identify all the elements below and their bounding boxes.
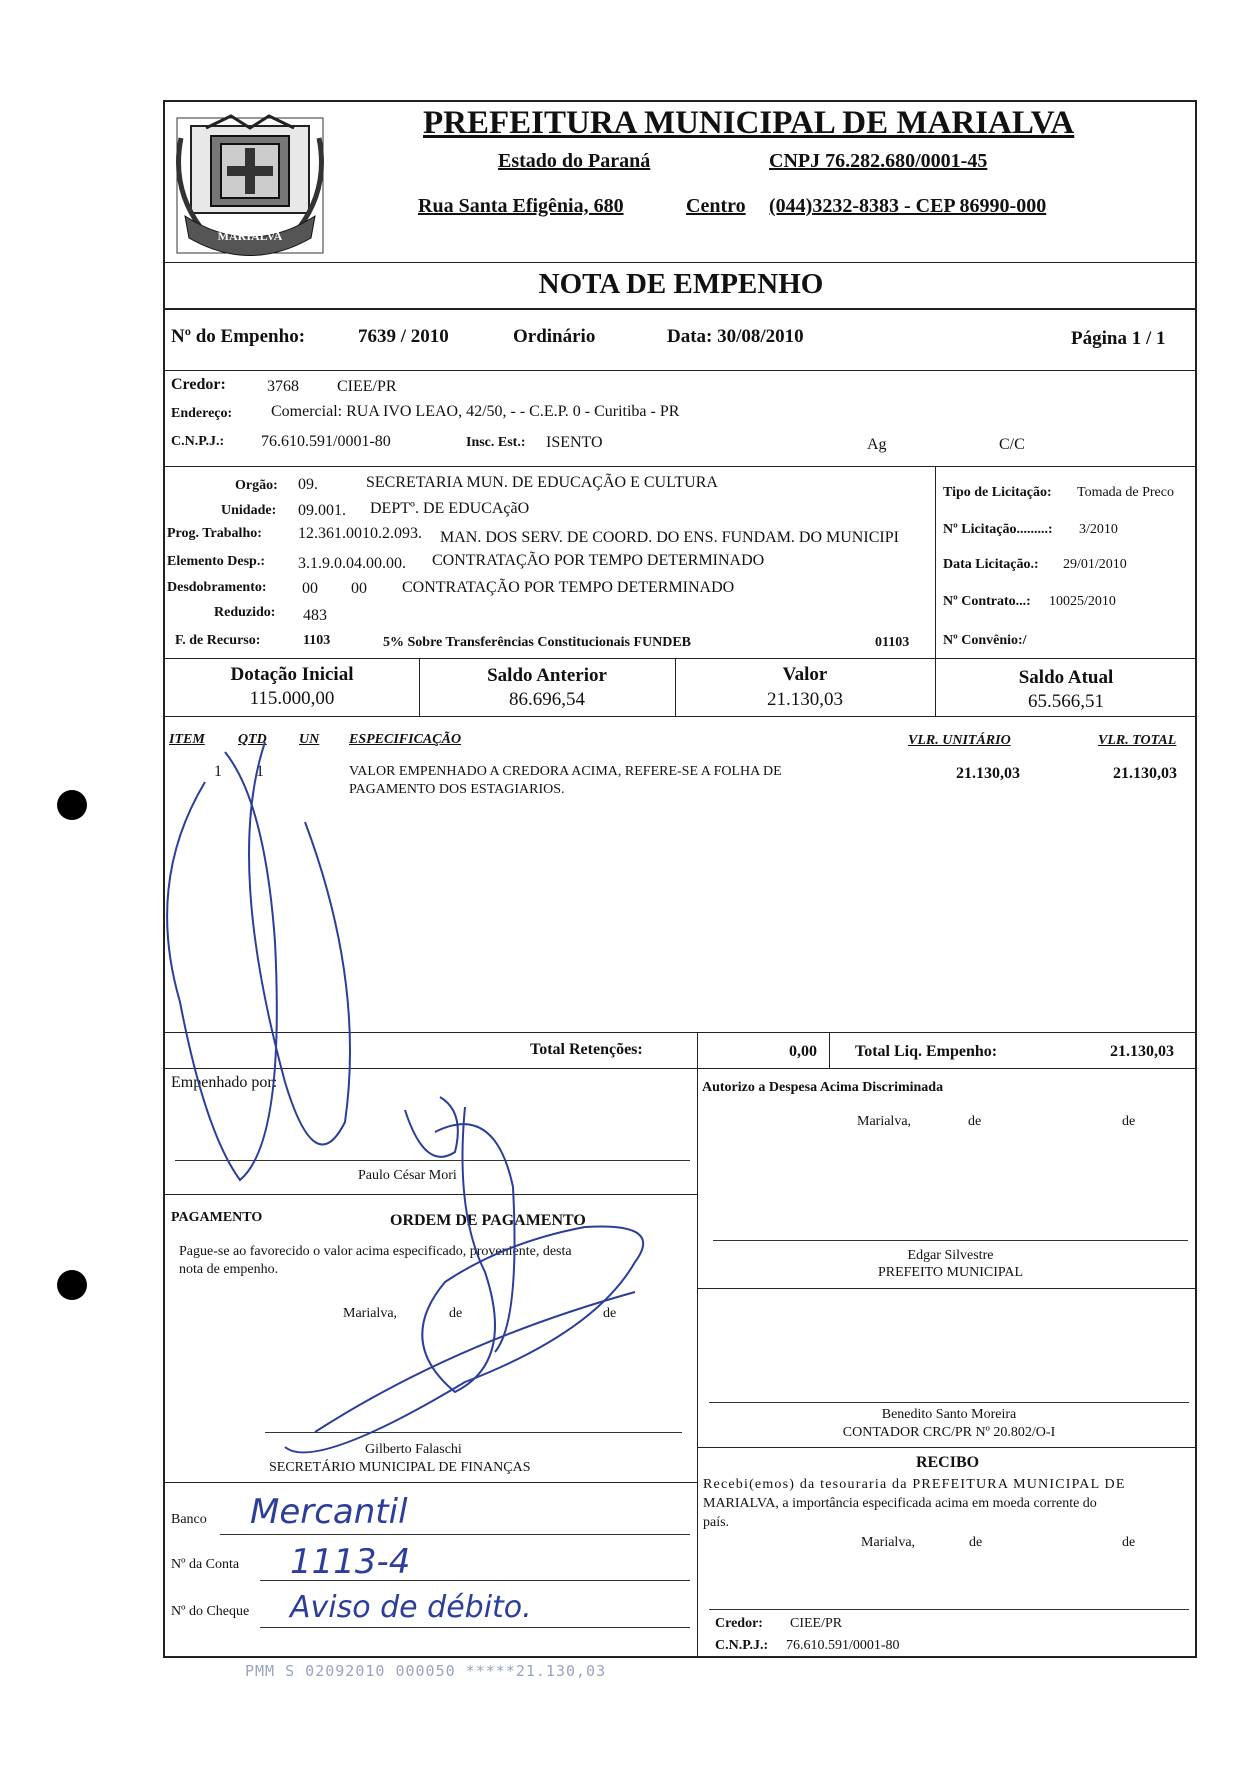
banco-handwritten: Mercantil [250,1492,408,1532]
licitacao-tipo: Tomada de Preco [1077,485,1174,500]
pagamento-de-2: de [603,1306,617,1321]
pagamento-label: PAGAMENTO [171,1210,263,1225]
recibo-text-line2: MARIALVA, a importância especificada acima em moeda corrente do [703,1496,1097,1511]
cheque-label: Nº do Cheque [171,1604,250,1619]
ordem-pagamento-label: ORDEM DE PAGAMENTO [390,1212,586,1229]
punch-hole-top [57,790,87,820]
col-header-especificacao: ESPECIFICAÇÃO [349,732,462,747]
mayor-name: Edgar Silvestre [907,1248,994,1263]
licitacao-numero: 3/2010 [1079,522,1118,537]
phone-cep-label: (044)3232-8383 - CEP 86990-000 [769,195,1047,217]
empenho-number: 7639 / 2010 [358,326,449,347]
pagamento-signer-title: SECRETÁRIO MUNICIPAL DE FINANÇAS [269,1460,531,1475]
licitacao-data-label: Data Licitação.: [943,557,1039,572]
contrato-value: 10025/2010 [1049,594,1116,609]
empenhado-por-label: Empenhado por: [171,1074,278,1091]
total-retencoes-value: 0,00 [789,1043,817,1060]
licitacao-numero-label: Nº Licitação.........: [943,522,1053,537]
item-qtd: 1 [256,763,264,780]
conta-handwritten: 1113-4 [290,1542,411,1582]
recibo-cnpj-label: C.N.P.J.: [715,1638,769,1653]
conta-label: Nº da Conta [171,1557,240,1572]
municipality-title: PREFEITURA MUNICIPAL DE MARIALVA [423,105,1075,141]
recibo-credor: CIEE/PR [790,1616,843,1631]
item-description-line2: PAGAMENTO DOS ESTAGIARIOS. [349,782,565,797]
cheque-handwritten: Aviso de débito. [290,1590,532,1625]
cnpj-header: CNPJ 76.282.680/0001-45 [769,150,988,172]
desdobramento-code-1: 00 [302,580,318,597]
licitacao-tipo-label: Tipo de Licitação: [943,485,1052,500]
credor-code: 3768 [267,378,299,395]
insc-est-label: Insc. Est.: [466,435,526,450]
document-title: NOTA DE EMPENHO [538,268,824,300]
banco-label: Banco [171,1512,207,1527]
dotacao-value: 115.000,00 [249,688,335,709]
item-total-value: 21.130,03 [1113,765,1177,782]
recurso-value: 5% Sobre Transferências Constitucionais FUNDEB [383,635,692,650]
col-header-qtd: QTD [238,732,267,747]
state-label: Estado do Paraná [498,150,651,172]
recurso-label: F. de Recurso: [175,633,261,648]
desdobramento-value: CONTRATAÇÃO POR TEMPO DETERMINADO [402,579,735,596]
ag-label: Ag [867,436,887,453]
recibo-place: Marialva, [861,1535,916,1550]
elemento-code: 3.1.9.0.04.00.00. [298,555,406,572]
contrato-label: Nº Contrato...: [943,594,1031,609]
convenio-label: Nº Convênio:/ [943,633,1027,648]
saldo-anterior-label: Saldo Anterior [487,665,607,686]
district-label: Centro [686,195,746,217]
autorizo-de-2: de [1122,1114,1136,1129]
recibo-credor-label: Credor: [715,1616,763,1631]
col-header-un: UN [299,732,320,747]
desdobramento-code-2: 00 [351,580,367,597]
dotacao-label: Dotação Inicial [230,664,354,685]
accountant-name: Benedito Santo Moreira [881,1407,1017,1422]
empenhado-signer: Paulo César Mori [358,1168,457,1183]
valor-value: 21.130,03 [767,689,843,710]
elemento-value: CONTRATAÇÃO POR TEMPO DETERMINADO [432,552,765,569]
saldo-anterior-value: 86.696,54 [509,689,585,710]
recibo-de-2: de [1122,1535,1136,1550]
unidade-value: DEPTº. DE EDUCAçãO [370,500,530,517]
pagamento-signer: Gilberto Falaschi [365,1442,462,1457]
total-liquido-value: 21.130,03 [1110,1043,1174,1060]
orgao-value: SECRETARIA MUN. DE EDUCAÇÃO E CULTURA [366,474,718,491]
empenho-number-label: Nº do Empenho: [171,326,306,347]
street-label: Rua Santa Efigênia, 680 [418,195,624,217]
recibo-cnpj: 76.610.591/0001-80 [786,1638,900,1653]
prog-trabalho-label: Prog. Trabalho: [167,526,262,541]
empenho-type: Ordinário [513,326,596,347]
licitacao-data: 29/01/2010 [1063,557,1127,572]
credor-name: CIEE/PR [337,378,397,395]
col-header-item: ITEM [169,732,205,747]
col-header-total-value: VLR. TOTAL [1098,733,1177,748]
desdobramento-label: Desdobramento: [167,580,267,595]
recibo-text-line3: país. [703,1515,730,1530]
cnpj-value: 76.610.591/0001-80 [261,433,391,450]
cc-label: C/C [999,436,1025,453]
address-label: Endereço: [171,406,233,421]
recibo-de-1: de [969,1535,983,1550]
recurso-code-2: 01103 [875,635,910,650]
pagamento-text-line1: Pague-se ao favorecido o valor acima especificado, proveniente, desta [179,1244,572,1259]
item-description-line1: VALOR EMPENHADO A CREDORA ACIMA, REFERE-SE A FOLHA DE [349,764,782,779]
orgao-label: Orgão: [235,478,278,493]
autorizo-label: Autorizo a Despesa Acima Discriminada [702,1080,944,1095]
accountant-title: CONTADOR CRC/PR Nº 20.802/O-I [842,1425,1056,1440]
nota-de-empenho-form [163,100,1197,1658]
punch-hole-bottom [57,1270,87,1300]
pagamento-de-1: de [449,1306,463,1321]
pagamento-text-line2: nota de empenho. [179,1262,279,1277]
cnpj-label: C.N.P.J.: [171,434,225,449]
autorizo-de-1: de [968,1114,982,1129]
recibo-text-line1: Recebi(emos) da tesouraria da PREFEITURA MUNICIPAL DE [703,1477,1126,1492]
unidade-code: 09.001. [298,502,346,519]
reduzido-value: 483 [303,607,327,624]
col-header-unit-value: VLR. UNITÁRIO [908,733,1011,748]
prog-trabalho-value: MAN. DOS SERV. DE COORD. DO ENS. FUNDAM. DO MUNICIPI [440,529,899,546]
saldo-atual-value: 65.566,51 [1028,691,1104,712]
total-liquido-label: Total Liq. Empenho: [855,1043,998,1060]
svg-text:MARIALVA: MARIALVA [217,229,283,243]
unidade-label: Unidade: [221,503,277,518]
page-number: Página 1 / 1 [1071,328,1166,349]
saldo-atual-label: Saldo Atual [1018,667,1114,688]
reduzido-label: Reduzido: [214,605,276,620]
address-value: Comercial: RUA IVO LEAO, 42/50, - - C.E.P. 0 - Curitiba - PR [271,403,680,420]
mayor-title: PREFEITO MUNICIPAL [877,1265,1024,1280]
total-retencoes-label: Total Retenções: [530,1041,643,1058]
insc-est-value: ISENTO [546,434,603,451]
valor-label: Valor [782,664,828,685]
prog-trabalho-code: 12.361.0010.2.093. [298,525,422,542]
empenho-date: Data: 30/08/2010 [667,326,804,347]
item-number: 1 [214,763,222,780]
orgao-code: 09. [298,476,318,493]
item-unit-value: 21.130,03 [956,765,1020,782]
autorizo-place: Marialva, [857,1114,912,1129]
credor-label: Credor: [171,376,226,393]
signature-scribble [165,102,1197,1658]
footer-stamp: PMM S 02092010 000050 *****21.130,03 [245,1662,607,1680]
recurso-code: 1103 [303,633,331,648]
elemento-label: Elemento Desp.: [167,554,265,569]
pagamento-place: Marialva, [343,1306,398,1321]
recibo-title: RECIBO [915,1454,980,1471]
